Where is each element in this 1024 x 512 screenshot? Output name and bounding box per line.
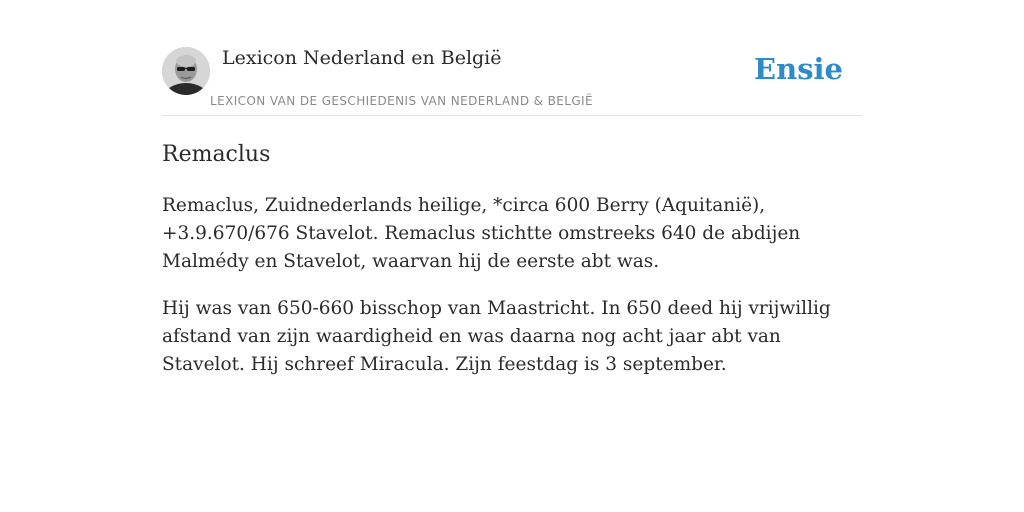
article-paragraph-1: Remaclus, Zuidnederlands heilige, *circa 600 Berry (Aquitanië), +3.9.670/676 Stavelot. Remaclus stichtte omstreeks 640 de abdijen Malmédy en Stavelot, waarvan hij de eerste abt was. — [162, 195, 801, 272]
page — [162, 0, 862, 379]
author-avatar-icon[interactable] — [162, 47, 210, 95]
site-title-link[interactable]: Lexicon Nederland en België — [222, 47, 502, 69]
article-title: Remaclus — [162, 142, 271, 167]
article-body — [162, 140, 862, 379]
article-paragraph-2: Hij was van 650-660 bisschop van Maastricht. In 650 deed hij vrijwillig afstand van zijn waardigheid en was daarna nog acht jaar abt van Stavelot. Hij schreef Miracula. Zijn feestdag is 3 september. — [162, 298, 831, 375]
avatar-image — [162, 47, 210, 95]
site-header — [162, 0, 862, 116]
ensie-logo-link[interactable]: Ensie — [754, 52, 843, 86]
site-subtitle: LEXICON VAN DE GESCHIEDENIS VAN NEDERLAND & BELGIË — [210, 94, 593, 108]
